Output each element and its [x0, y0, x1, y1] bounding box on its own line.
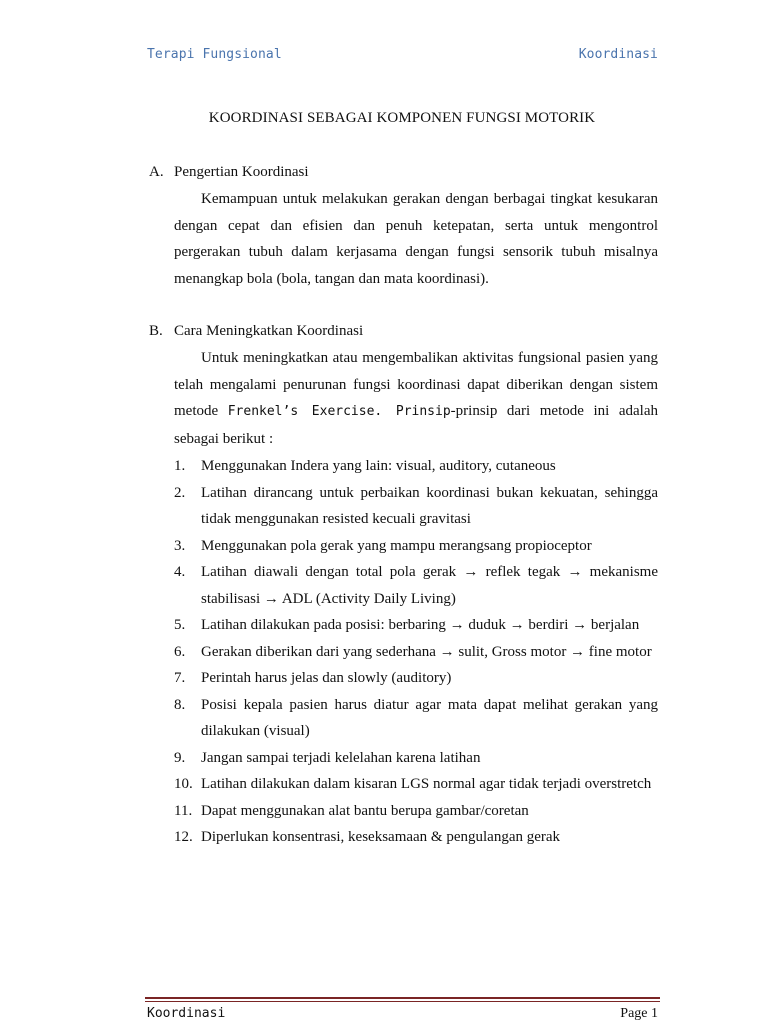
- list-item-number: 10.: [174, 776, 193, 792]
- header-right-title: Koordinasi: [578, 47, 658, 62]
- section-a-heading: [149, 164, 309, 181]
- section-a-letter: A.: [149, 164, 164, 180]
- footer-rule-thin: [145, 1001, 660, 1002]
- list-item-number: 4.: [174, 564, 186, 580]
- list-item-text: Latihan dilakukan pada posisi: berbaring → duduk → berdiri → berjalan: [201, 617, 640, 633]
- section-b-paragraph: [174, 345, 658, 452]
- section-a-text: Kemampuan untuk melakukan gerakan dengan berbagai tingkat kesukaran dengan cepat dan efisien dan penuh ketepatan, serta untuk mengontrol pergerakan tubuh dalam kerjasama dengan fungsi sensorik tubuh misalnya menangkap bola (bola, tangan dan mata koordinasi).: [174, 191, 658, 287]
- list-item: [174, 745, 658, 772]
- list-item-text: Gerakan diberikan dari yang sederhana → sulit, Gross motor → fine motor: [201, 643, 652, 660]
- list-item-number: 6.: [174, 643, 186, 660]
- list-item-number: 12.: [174, 829, 193, 845]
- list-item-number: 3.: [174, 537, 186, 554]
- principles-list: [174, 453, 658, 851]
- page-number: Page 1: [620, 1006, 658, 1021]
- list-item-text: Latihan dirancang untuk perbaikan koordinasi bukan kekuatan, sehingga tidak menggunakan resisted kecuali gravitasi: [201, 484, 658, 527]
- list-item: [174, 824, 658, 851]
- list-item-number: 2.: [174, 484, 186, 501]
- list-item-text: Latihan dilakukan dalam kisaran LGS normal agar tidak terjadi overstretch: [201, 776, 652, 792]
- list-item-text: Perintah harus jelas dan slowly (auditory): [201, 670, 452, 686]
- section-b-title: Cara Meningkatkan Koordinasi: [174, 323, 364, 339]
- section-b-text-before: Untuk meningkatkan atau mengembalikan aktivitas fungsional pasien yang telah mengalami penurunan fungsi koordinasi dapat diberikan dengan sistem metode: [174, 350, 658, 419]
- header-left-title: Terapi Fungsional: [147, 47, 282, 62]
- list-item-text: Posisi kepala pasien harus diatur agar mata dapat melihat gerakan yang dilakukan (visual): [201, 696, 658, 739]
- footer-left-label: Koordinasi: [147, 1006, 226, 1021]
- list-item-number: 5.: [174, 617, 186, 633]
- list-item-number: 11.: [174, 802, 193, 819]
- footer-rule-thick: [145, 997, 660, 999]
- list-item-number: 1.: [174, 458, 186, 474]
- list-item-number: 7.: [174, 670, 186, 686]
- section-b-heading: [149, 323, 363, 340]
- list-item-text: Menggunakan pola gerak yang mampu merangsang propioceptor: [201, 537, 592, 554]
- list-item-number: 8.: [174, 696, 186, 713]
- section-a-paragraph: [174, 186, 658, 292]
- list-item-text: Latihan diawali dengan total pola gerak → reflek tegak → mekanisme stabilisasi → ADL (Activity Daily Living): [201, 564, 658, 607]
- footer-rule: [145, 997, 660, 1002]
- list-item: [174, 665, 658, 692]
- section-b-text-method: Frenkel’s Exercise. Prinsip: [227, 404, 451, 419]
- list-item: [174, 692, 658, 745]
- list-item: [174, 771, 658, 798]
- list-item: [174, 639, 658, 666]
- list-item-text: Jangan sampai terjadi kelelahan karena latihan: [201, 749, 481, 766]
- list-item: [174, 612, 658, 639]
- list-item: [174, 559, 658, 612]
- list-item: [174, 453, 658, 480]
- section-b-letter: B.: [149, 323, 163, 339]
- list-item-text: Dapat menggunakan alat bantu berupa gambar/coretan: [201, 802, 529, 819]
- list-item-text: Menggunakan Indera yang lain: visual, auditory, cutaneous: [201, 458, 556, 474]
- page-title: KOORDINASI SEBAGAI KOMPONEN FUNGSI MOTORIK: [208, 110, 596, 126]
- list-item: [174, 798, 658, 825]
- section-a-title: Pengertian Koordinasi: [174, 164, 309, 180]
- list-item: [174, 480, 658, 533]
- section-b-text-after: -prinsip dari metode ini adalah sebagai berikut :: [174, 403, 658, 447]
- list-item-text: Diperlukan konsentrasi, keseksamaan & pengulangan gerak: [201, 829, 561, 845]
- list-item: [174, 533, 658, 560]
- list-item-number: 9.: [174, 749, 186, 766]
